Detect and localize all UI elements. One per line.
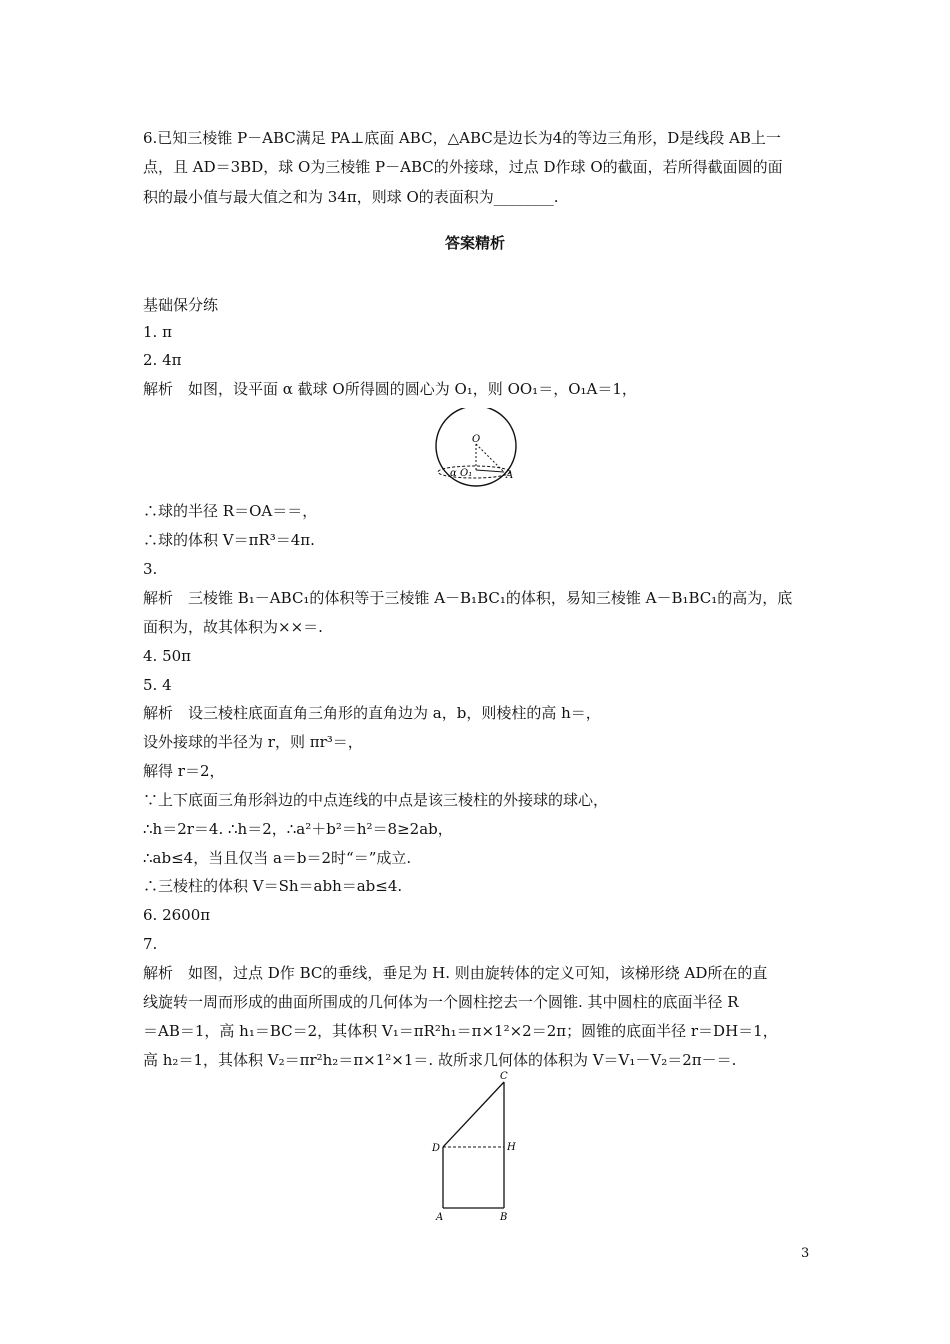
answer-line: 面积为，故其体积为××＝. [143, 618, 323, 636]
o1a-segment [476, 470, 504, 472]
answer-line: 7. [143, 935, 158, 953]
problem6-line1: 6.已知三棱锥 P－ABC满足 PA⊥底面 ABC，△ABC是边长为4的等边三角形，D是线段 AB上一 [143, 129, 781, 147]
answer-line: ∵上下底面三角形斜边的中点连线的中点是该三棱柱的外接球的球心， [143, 791, 609, 809]
answer-line: ∴h＝2r＝4. ∴h＝2，∴a²＋b²＝h²＝8≥2ab， [143, 820, 453, 838]
answer-line: 2. 4π [143, 351, 182, 369]
label-a: A [436, 1212, 444, 1222]
answer-line: 解析 设三棱柱底面直角三角形的直角边为 a，b，则棱柱的高 h＝， [143, 704, 601, 722]
answer-line: ∴球的体积 V＝πR³＝4π. [143, 531, 315, 549]
label-d: D [432, 1143, 441, 1154]
oa-segment [476, 444, 504, 472]
label-h: H [507, 1142, 516, 1153]
answer-line: 高 h₂＝1，其体积 V₂＝πr²h₂＝π×1²×1＝. 故所求几何体的体积为 V＝V₁－V₂＝2π－＝. [143, 1051, 737, 1069]
problem6-line2: 点，且 AD＝3BD，球 O为三棱锥 P－ABC的外接球，过点 D作球 O的截面，若所得截面圆的面 [143, 158, 783, 176]
answer-line: 5. 4 [143, 676, 172, 694]
page-number: 3 [801, 1246, 810, 1261]
answer-line: ∴三棱柱的体积 V＝Sh＝abh＝ab≤4. [143, 877, 403, 895]
answer-line: ∴ab≤4，当且仅当 a＝b＝2时“＝”成立. [143, 849, 412, 867]
answer-line: 解析 如图，设平面 α 截球 O所得圆的圆心为 O₁，则 OO₁＝，O₁A＝1， [143, 380, 637, 398]
problem6-line3: 积的最小值与最大值之和为 34π，则球 O的表面积为________. [143, 188, 559, 206]
answer-line: 线旋转一周而形成的曲面所围成的几何体为一个圆柱挖去一个圆锥. 其中圆柱的底面半径 R [143, 993, 739, 1011]
label-o1: O₁ [460, 468, 473, 479]
answer-title: 答案精析 [444, 234, 505, 252]
sphere-figure [430, 408, 522, 490]
answer-line: 6. 2600π [143, 906, 211, 924]
answer-line: 解得 r＝2， [143, 762, 225, 780]
label-alpha: α [450, 468, 457, 479]
section-heading: 基础保分练 [143, 296, 219, 314]
label-b: B [500, 1212, 508, 1222]
answer-line: 4. 50π [143, 647, 192, 665]
label-o: O [472, 434, 481, 445]
answer-line: 3. [143, 560, 158, 578]
trapezoid-figure [428, 1070, 528, 1222]
answer-line: 解析 三棱锥 B₁－ABC₁的体积等于三棱锥 A－B₁BC₁的体积，易知三棱锥 A－B₁BC₁的高为，底 [143, 589, 793, 607]
label-c: C [500, 1071, 508, 1082]
answer-line: 1. π [143, 323, 172, 341]
answer-line: 设外接球的半径为 r，则 πr³＝， [143, 733, 363, 751]
answer-line: ∴球的半径 R＝OA＝＝， [143, 502, 318, 520]
sphere-outline [436, 408, 516, 486]
answer-line: 解析 如图，过点 D作 BC的垂线，垂足为 H. 则由旋转体的定义可知，该梯形绕 AD所在的直 [143, 964, 768, 982]
answer-line: ＝AB＝1，高 h₁＝BC＝2，其体积 V₁＝πR²h₁＝π×1²×2＝2π；圆锥的底面半径 r＝DH＝1， [143, 1022, 778, 1040]
label-a: A [506, 470, 514, 481]
segment-cd [443, 1082, 504, 1147]
